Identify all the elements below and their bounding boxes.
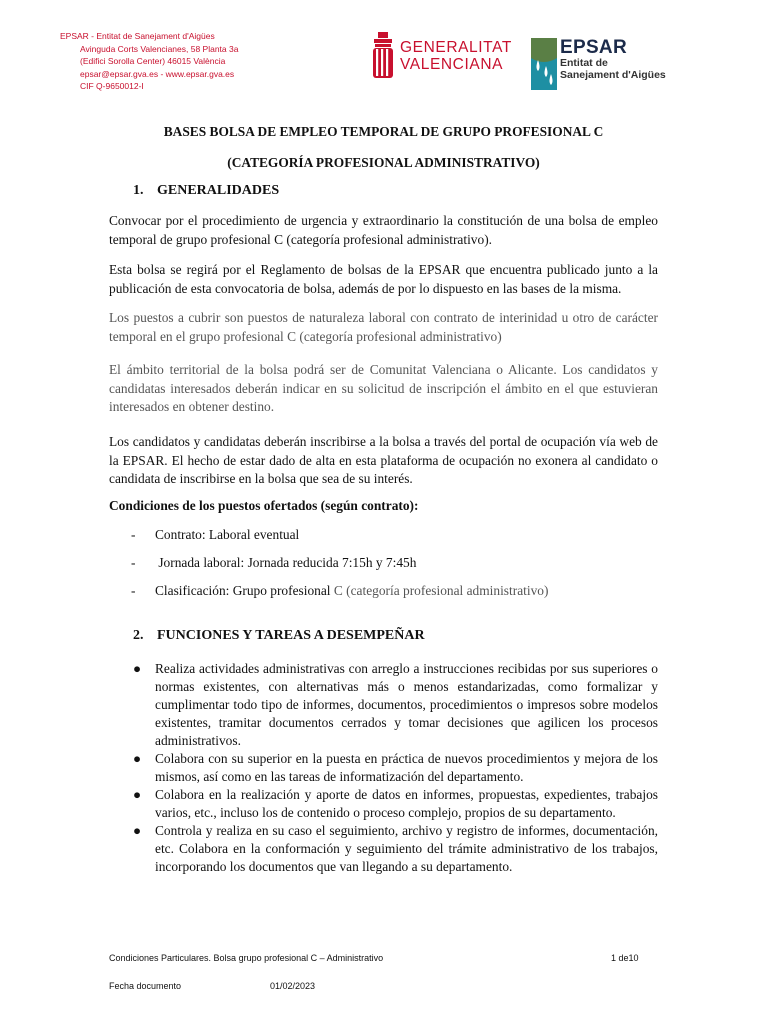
section1-title: GENERALIDADES [157,183,280,198]
epsar-sub2: Sanejament d'Aigües [560,69,666,81]
condition-item: - Clasificación: Grupo profesional C (categoría profesional administrativo) [131,583,549,598]
condition-contract: Contrato: Laboral eventual [155,527,300,542]
function-text: Colabora en la realización y aporte de datos en informes, propuestas, expedientes, trabajos varios, etc., incluso los de contenido o proceso complejo, propios de su departamento. [155,787,658,820]
paragraph-4: El ámbito territorial de la bolsa podrá ser de Comunitat Valenciana o Alicante. Los candidatos y candidatas interesados deberán indicar en su solicitud de inscripción el ámbito en el que estuvieran interesados en obtener destino. [109,362,658,414]
gv-line1: GENERALITAT [400,39,512,56]
conditions-heading: Condiciones de los puestos ofertados (según contrato): [109,498,419,513]
list-item: ● Realiza actividades administrativas con arreglo a instrucciones recibidas por sus superiores o normas existentes, con alternativas más o menos estandarizadas, como formalizar y cumplimentar todo tipo de informes, documentos, procedimientos o impresos sobre modelos existentes, tramitar documentos cerrados y tomar decisiones que agilicen los procesos administrativos. [133,661,658,748]
address-cif: CIF Q-9650012-I [80,81,144,91]
epsar-logo [531,38,666,90]
epsar-sub1: Entitat de [560,57,608,69]
list-item: ● Controla y realiza en su caso el seguimiento, archivo y registro de informes, documentación, etc. Colabora en la conformación y seguimiento del trámite administrativo de los trabajos, incorporando los documentos que van llegando a su departamento. [133,823,658,874]
section2-number: 2. [133,628,144,643]
section1-number: 1. [133,183,144,198]
condition-schedule: Jornada laboral: Jornada reducida 7:15h y 7:45h [155,555,417,570]
address-building: (Edifici Sorolla Center) 46015 València [80,56,226,66]
footer-date-value: 01/02/2023 [270,981,316,991]
paragraph-3: Los puestos a cubrir son puestos de naturaleza laboral con contrato de interinidad u otro de carácter temporal en el grupo profesional C (categoría profesional administrativo) [109,310,658,344]
function-text: Realiza actividades administrativas con arreglo a instrucciones recibidas por sus superiores o normas existentes, con alternativas más o menos estandarizadas, como formalizar y cumplimentar todo tipo de informes, documentos, procedimientos o impresos sobre modelos existentes, tramitar documentos cerrados y tomar decisiones que agilicen los procesos administrativos. [155,661,658,748]
address-org: EPSAR - Entitat de Sanejament d'Aigües [60,31,215,41]
footer-title: Condiciones Particulares. Bolsa grupo profesional C – Administrativo [109,953,384,963]
paragraph-5: Los candidatos y candidatas deberán inscribirse a la bolsa a través del portal de ocupación vía web de la EPSAR. El hecho de estar dado de alta en esta plataforma de ocupación no exonera al candidato o candidata de inscribirse en la bolsa que sea de su interés. [109,434,658,486]
address-block [60,30,238,93]
list-item: ● Colabora en la realización y aporte de datos en informes, propuestas, expedientes, trabajos varios, etc., incluso los de contenido o proceso complejo, propios de su departamento. [133,787,658,820]
document-subtitle: (CATEGORÍA PROFESIONAL ADMINISTRATIVO) [227,155,540,170]
address-contact[interactable]: epsar@epsar.gva.es - www.epsar.gva.es [80,68,235,79]
address-street: Avinguda Corts Valencianes, 58 Planta 3a [80,43,239,54]
section2-heading [133,628,425,644]
gv-line2: VALENCIANA [400,56,504,73]
functions-list [133,660,658,876]
epsar-drops-icon [531,38,557,90]
epsar-name: EPSAR [560,37,627,58]
section2-title: FUNCIONES Y TAREAS A DESEMPEÑAR [157,628,425,643]
function-text: Controla y realiza en su caso el seguimiento, archivo y registro de informes, documentación, etc. Colabora en la conformación y seguimiento del trámite administrativo de los trabajos, incorporando los documentos que van llegando a su departamento. [155,823,658,874]
function-text: Colabora con su superior en la puesta en práctica de nuevos procedimientos y mejora de los mismos, así como en las tareas de informatización del departamento. [155,751,658,784]
section1-heading [133,183,279,199]
paragraph-1: Convocar por el procedimiento de urgencia y extraordinario la constitución de una bolsa de empleo temporal de grupo profesional C (categoría profesional administrativo). [109,213,658,247]
condition-classification: Clasificación: Grupo profesional [155,583,334,598]
condition-item: - Contrato: Laboral eventual [131,527,300,542]
condition-classification-detail: C (categoría profesional administrativo) [333,583,549,598]
list-item: ● Colabora con su superior en la puesta en práctica de nuevos procedimientos y mejora de los mismos, así como en las tareas de informatización del departamento. [133,751,658,784]
gv-shield-icon [372,32,394,80]
paragraph-2: Esta bolsa se regirá por el Reglamento de bolsas de la EPSAR que encuentra publicado junto a la publicación de esta convocatoria de bolsa, además de por lo dispuesto en las bases de la misma. [109,262,658,296]
condition-item: - Jornada laboral: Jornada reducida 7:15h y 7:45h [131,555,417,570]
generalitat-logo [372,32,512,80]
page-number: 1 de10 [611,953,639,963]
footer-date-label: Fecha documento [109,981,182,991]
document-title: BASES BOLSA DE EMPLEO TEMPORAL DE GRUPO PROFESIONAL C [163,124,604,139]
